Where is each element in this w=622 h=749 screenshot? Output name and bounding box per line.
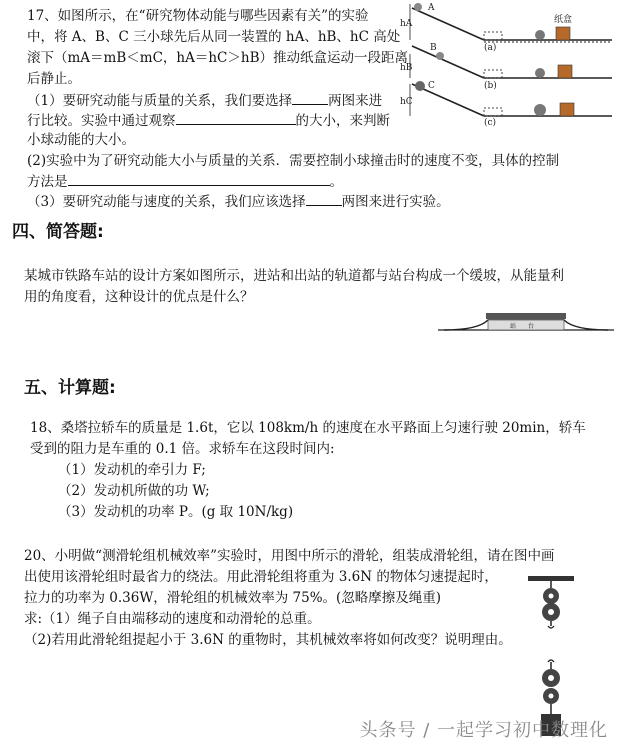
ball-a-label: A [428,3,435,13]
q17-part1-line3: 小球动能的大小。 [27,132,135,148]
q17-p3-text-a: （3）要研究动能与速度的关系，我们应该选择 [27,194,306,210]
q18-line-1: 18、桑塔拉轿车的质量是 1.6t，它以 108km/h 的速度在水平路面上匀速行驶 20min，轿车 [30,420,586,436]
panel-a-label: (a) [484,43,497,53]
q17-p2-text-b: 方法是 [27,174,68,190]
q17-part2-line2 [27,171,343,192]
q17-part1-line2 [27,110,390,131]
q17-line-2: 中，将 A、B、C 三小球先后从同一装置的 hA、hB、hC 高处 [27,29,401,45]
q17-p3-text-b: 两图来进行实验。 [341,194,450,210]
q20-line-4: 求:（1）绳子自由端移动的速度和动滑轮的总重。 [24,611,321,627]
q17-p1-text-b: 两图来进 [328,93,383,109]
q17-part3-line1 [27,191,450,212]
platform-label: 站 台 [510,323,535,330]
section-4-line-2: 用的角度看，这种设计的优点是什么？ [24,289,254,305]
q17-p1-text-c: 行比较。实验中通过观察 [27,113,176,129]
height-c-label: hC [400,97,413,107]
section-4-line-1: 某城市铁路车站的设计方案如图所示，进站和出站的轨道都与站台构成一个缓坡，从能量利 [24,268,564,284]
ramp-experiment-figure [400,2,616,128]
q17-part1-line1 [27,90,382,111]
section-4-title: 四、简答题: [12,222,104,242]
panel-b-label: (b) [484,81,497,91]
answer-blank-1[interactable] [292,90,328,105]
answer-blank-2[interactable] [176,110,296,125]
q20-line-1: 20、小明做“测滑轮组机械效率”实验时，用图中所示的滑轮，组装成滑轮组，请在图中画 [24,548,555,564]
q17-part2-line1: (2)实验中为了研究动能大小与质量的关系．需要控制小球撞击时的速度不变，具体的控制 [27,153,560,169]
q20-line-2: 出使用该滑轮组时最省力的绕法。用此滑轮组将重为 3.6N 的物体匀速提起时， [24,569,498,585]
q18-line-2: 受到的阻力是车重的 0.1 倍。求轿车在这段时间内: [30,441,335,457]
ball-b-label: B [430,43,437,53]
q17-line-1: 17、如图所示，在“研究物体动能与哪些因素有关”的实验 [27,8,369,24]
q17-p1-text-d: 的大小，来判断 [295,113,390,129]
q17-line-4: 后静止。 [27,71,81,87]
q20-line-3: 拉力的功率为 0.36W，滑轮组的机械效率为 75%。(忽略摩擦及绳重) [24,590,442,606]
height-a-label: hA [400,19,413,29]
q20-line-5: （2)若用此滑轮组提起小于 3.6N 的重物时，其机械效率将如何改变？说明理由。 [24,632,512,648]
q17-line-3: 滚下（mA＝mB＜mC，hA＝hC＞hB）推动纸盒运动一段距离 [27,50,408,66]
panel-c-label: (c) [484,118,497,128]
q17-p1-text-a: （1）要研究动能与质量的关系，我们要选择 [27,93,293,109]
railway-station-figure [438,308,614,334]
q18-line-4: （2）发动机所做的功 W; [58,483,210,499]
watermark: 头条号 / 一起学习初中数理化 [359,720,608,741]
answer-blank-3[interactable] [68,171,330,186]
q18-line-5: （3）发动机的功率 P。(g 取 10N/kg) [58,504,294,520]
height-b-label: hB [400,63,413,73]
q18-line-3: （1）发动机的牵引力 F; [58,462,206,478]
ball-c-label: C [428,81,435,91]
section-5-title: 五、计算题: [24,378,116,398]
q17-p2-text-c: 。 [329,174,343,190]
box-label-a: 纸盒 [554,15,573,25]
answer-blank-4[interactable] [306,191,342,206]
